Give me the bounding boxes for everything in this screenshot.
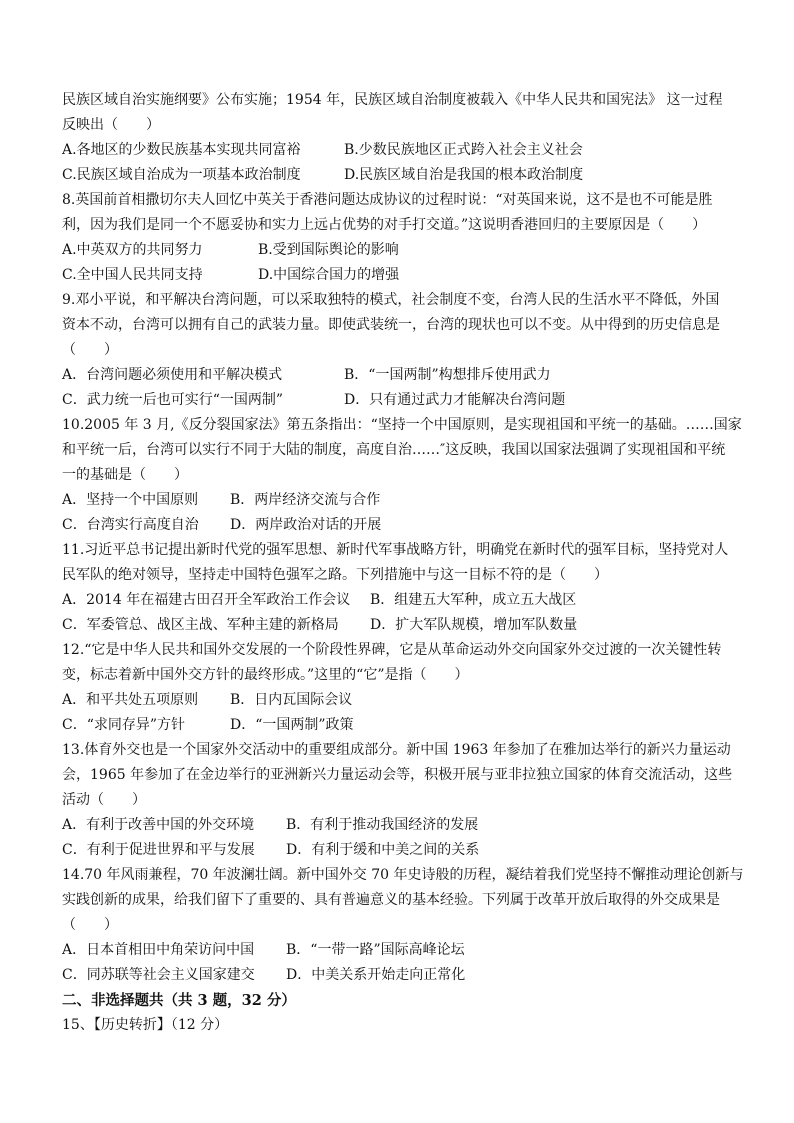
question-8 bbox=[62, 188, 732, 288]
option-b[interactable]: B．组建五大军种，成立五大战区 bbox=[370, 592, 577, 608]
option-c[interactable]: C．“求同存异”方针 bbox=[62, 717, 186, 733]
option-c[interactable]: C.全中国人民共同支持 bbox=[62, 267, 203, 283]
question-9 bbox=[62, 288, 732, 413]
option-a[interactable]: A.中英双方的共同努力 bbox=[62, 242, 203, 258]
option-c[interactable]: C．军委管总、战区主战、军种主建的新格局 bbox=[62, 617, 339, 633]
option-d[interactable]: D．扩大军队规模，增加军队数量 bbox=[370, 617, 578, 633]
question-10 bbox=[62, 413, 742, 538]
question-14 bbox=[62, 863, 744, 988]
question-stem-line: 反映出（ ） bbox=[62, 117, 160, 133]
question-stem-line: 13.体育外交也是一个国家外交活动中的重要组成部分。新中国 1963 年参加了在雅加达举行的新兴力量运动 bbox=[62, 742, 731, 758]
options-row bbox=[62, 938, 732, 963]
option-c[interactable]: C.民族区域自治成为一项基本政治制度 bbox=[62, 167, 301, 183]
option-c[interactable]: C．台湾实行高度自治 bbox=[62, 517, 199, 533]
question-stem-line: 14.70 年风雨兼程，70 年波澜壮阔。新中国外交 70 年史诗般的历程，凝结着我们党坚持不懈推动理论创新与 bbox=[62, 867, 744, 883]
question-7 bbox=[62, 88, 732, 188]
options-row bbox=[62, 488, 732, 513]
question-12 bbox=[62, 638, 732, 738]
option-c[interactable]: C．武力统一后也可实行“一国两制” bbox=[62, 392, 284, 408]
question-stem-line: 民军队的绝对领导，坚持走中国特色强军之路。下列措施中与这一目标不符的是（ ） bbox=[62, 567, 608, 583]
question-stem-line: （ ） bbox=[62, 342, 118, 358]
option-a[interactable]: A．台湾问题必须使用和平解决模式 bbox=[62, 367, 283, 383]
question-stem-line: 活动（ ） bbox=[62, 792, 146, 808]
options-row bbox=[62, 688, 732, 713]
question-stem-line: 10.2005 年 3 月,《反分裂国家法》第五条指出：“坚持一个中国原则，是实现祖国和平统一的基础。……国家 bbox=[62, 417, 742, 433]
option-a[interactable]: A．有利于改善中国的外交环境 bbox=[62, 817, 255, 833]
option-b[interactable]: B．“一带一路”国际高峰论坛 bbox=[286, 942, 465, 958]
option-d[interactable]: D．有利于缓和中美之间的关系 bbox=[286, 842, 480, 858]
option-b[interactable]: B.受到国际舆论的影响 bbox=[258, 242, 399, 258]
options-row bbox=[62, 163, 732, 188]
option-d[interactable]: D.民族区域自治是我国的根本政治制度 bbox=[344, 167, 584, 183]
option-d[interactable]: D．只有通过武力才能解决台湾问题 bbox=[344, 392, 566, 408]
option-b[interactable]: B．有利于推动我国经济的发展 bbox=[286, 817, 479, 833]
options-row bbox=[62, 238, 732, 263]
options-row bbox=[62, 363, 732, 388]
options-row bbox=[62, 588, 732, 613]
options-row bbox=[62, 813, 732, 838]
question-stem-line: 9.邓小平说，和平解决台湾问题，可以采取独特的模式，社会制度不变，台湾人民的生活水平不降低，外国 bbox=[62, 292, 720, 308]
options-row bbox=[62, 713, 732, 738]
option-d[interactable]: D．两岸政治对话的开展 bbox=[230, 517, 382, 533]
question-11 bbox=[62, 538, 732, 638]
option-d[interactable]: D.中国综合国力的增强 bbox=[258, 267, 400, 283]
option-d[interactable]: D．“一国两制”政策 bbox=[230, 717, 354, 733]
option-b[interactable]: B．“一国两制”构想排斥使用武力 bbox=[344, 367, 551, 383]
option-a[interactable]: A.各地区的少数民族基本实现共同富裕 bbox=[62, 142, 301, 158]
option-d[interactable]: D．中美关系开始走向正常化 bbox=[286, 967, 466, 983]
question-stem-line: 11.习近平总书记提出新时代党的强军思想、新时代军事战略方针，明确党在新时代的强军目标，坚持党对人 bbox=[62, 542, 729, 558]
exam-page bbox=[62, 88, 744, 1038]
question-stem-line: 会，1965 年参加了在金边举行的亚洲新兴力量运动会等，积极开展与亚非拉独立国家的体育交流活动，这些 bbox=[62, 767, 733, 783]
question-stem-line: 一的基础是（ ） bbox=[62, 467, 188, 483]
options-row bbox=[62, 838, 732, 863]
question-stem-line: 资本不动，台湾可以拥有自己的武装力量。即使武装统一，台湾的现状也可以不变。从中得到的历史信息是 bbox=[62, 317, 720, 333]
question-stem-line: 和平统一后，台湾可以实行不同于大陆的制度，高度自治……″这反映，我国以国家法强调了实现祖国和平统 bbox=[62, 442, 726, 458]
option-a[interactable]: A．2014 年在福建古田召开全军政治工作会议 bbox=[62, 592, 351, 608]
options-row bbox=[62, 388, 732, 413]
option-b[interactable]: B.少数民族地区正式跨入社会主义社会 bbox=[344, 142, 583, 158]
section-heading: 二、非选择题共（共 3 题，32 分） bbox=[62, 992, 296, 1009]
question-stem-line: 实践创新的成果，给我们留下了重要的、具有普遍意义的基本经验。下列属于改革开放后取得的外交成果是 bbox=[62, 892, 720, 908]
question-stem-line: 8.英国前首相撒切尔夫人回忆中英关于香港问题达成协议的过程时说：“对英国来说，这不是也不可能是胜 bbox=[62, 192, 713, 208]
option-a[interactable]: A．坚持一个中国原则 bbox=[62, 492, 199, 508]
options-row bbox=[62, 963, 732, 988]
options-row bbox=[62, 138, 732, 163]
option-b[interactable]: B．两岸经济交流与合作 bbox=[230, 492, 381, 508]
question-stem-line: 利，因为我们是同一个不愿妥协和实力上远占优势的对手打交道。”这说明香港回归的主要原因是（ ） bbox=[62, 217, 707, 233]
question-stem-line: 变，标志着新中国外交方针的最终形成。”这里的“它”是指（ ） bbox=[62, 667, 469, 683]
options-row bbox=[62, 513, 732, 538]
question-stem-line: （ ） bbox=[62, 917, 118, 933]
options-row bbox=[62, 263, 732, 288]
option-b[interactable]: B．日内瓦国际会议 bbox=[230, 692, 353, 708]
question-stem-line: 12.“它是中华人民共和国外交发展的一个阶段性界碑，它是从革命运动外交向国家外交过渡的一次关键性转 bbox=[62, 642, 722, 658]
options-row bbox=[62, 613, 732, 638]
question-15-heading: 15、【历史转折】（12 分） bbox=[62, 1017, 229, 1033]
option-c[interactable]: C．同苏联等社会主义国家建交 bbox=[62, 967, 255, 983]
option-a[interactable]: A．和平共处五项原则 bbox=[62, 692, 199, 708]
option-a[interactable]: A．日本首相田中角荣访问中国 bbox=[62, 942, 255, 958]
option-c[interactable]: C．有利于促进世界和平与发展 bbox=[62, 842, 255, 858]
question-13 bbox=[62, 738, 732, 863]
question-stem-line: 民族区域自治实施纲要》公布实施；1954 年，民族区域自治制度被载入《中华人民共和国宪法》 这一过程 bbox=[62, 92, 723, 108]
